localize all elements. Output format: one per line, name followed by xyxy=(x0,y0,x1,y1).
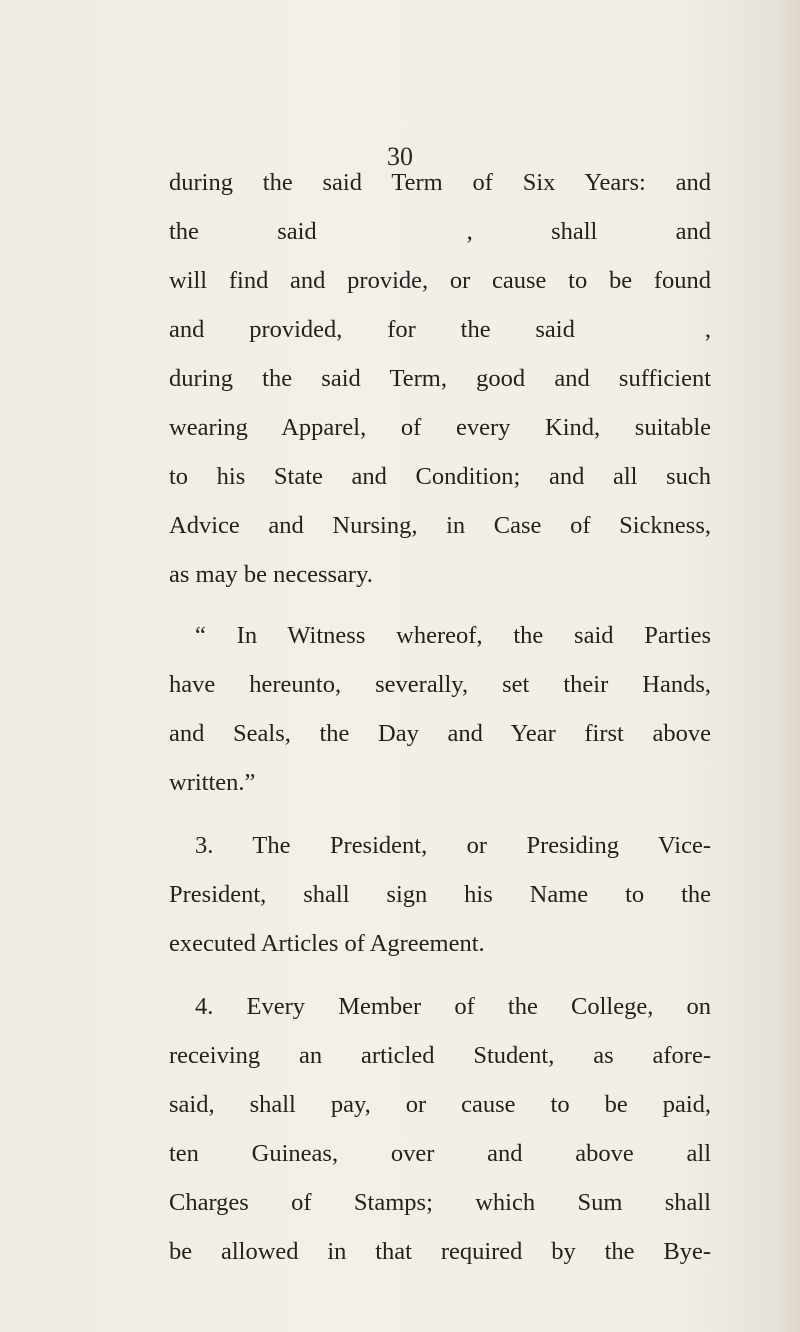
text-line xyxy=(169,875,711,915)
line-text: Charges of Stamps; which Sum shall xyxy=(169,1189,711,1216)
line-text: executed Articles of Agreement. xyxy=(169,930,485,957)
line-text: , xyxy=(704,316,711,343)
text-line xyxy=(169,1134,711,1174)
line-text: said, shall pay, or cause to be paid, xyxy=(169,1091,711,1118)
page-number: 30 xyxy=(387,142,413,171)
text-line xyxy=(169,1183,711,1223)
line-text: President, shall sign his Name to the xyxy=(169,881,711,908)
line-text: during the said Term, good and sufficient xyxy=(169,365,711,392)
text-line xyxy=(195,987,711,1027)
text-line xyxy=(169,163,711,203)
text-line xyxy=(169,714,711,754)
text-line xyxy=(169,310,711,350)
line-text: ten Guineas, over and above all xyxy=(169,1140,711,1167)
line-text: the said xyxy=(169,218,317,245)
line-text: 4. Every Member of the College, on xyxy=(195,993,711,1020)
text-line xyxy=(169,1036,711,1076)
text-line xyxy=(169,408,711,448)
line-text: 3. The President, or Presiding Vice- xyxy=(195,832,711,859)
text-line xyxy=(169,506,711,546)
text-line xyxy=(195,616,711,656)
text-line xyxy=(169,1085,711,1125)
line-text: during the said Term of Six Years: and xyxy=(169,169,711,196)
text-line xyxy=(169,457,711,497)
line-text: “ In Witness whereof, the said Parties xyxy=(195,622,711,649)
text-line xyxy=(169,359,711,399)
text-line xyxy=(169,665,711,705)
text-line xyxy=(169,763,711,803)
text-line xyxy=(169,261,711,301)
text-line xyxy=(169,212,711,252)
line-text: be allowed in that required by the Bye- xyxy=(169,1238,711,1265)
line-text: and Seals, the Day and Year first above xyxy=(169,720,711,747)
line-text: will find and provide, or cause to be found xyxy=(169,267,711,294)
text-line xyxy=(169,555,711,595)
line-text: , shall and xyxy=(466,218,711,245)
text-line xyxy=(169,924,711,964)
line-text: written.” xyxy=(169,769,256,796)
line-text: wearing Apparel, of every Kind, suitable xyxy=(169,414,711,441)
line-text: and provided, for the said xyxy=(169,316,575,343)
line-text: Advice and Nursing, in Case of Sickness, xyxy=(169,512,711,539)
text-line xyxy=(195,826,711,866)
text-line xyxy=(169,1232,711,1272)
line-text: as may be necessary. xyxy=(169,561,373,588)
line-text: receiving an articled Student, as afore- xyxy=(169,1042,711,1069)
line-text: to his State and Condition; and all such xyxy=(169,463,711,490)
line-text: have hereunto, severally, set their Hands, xyxy=(169,671,711,698)
